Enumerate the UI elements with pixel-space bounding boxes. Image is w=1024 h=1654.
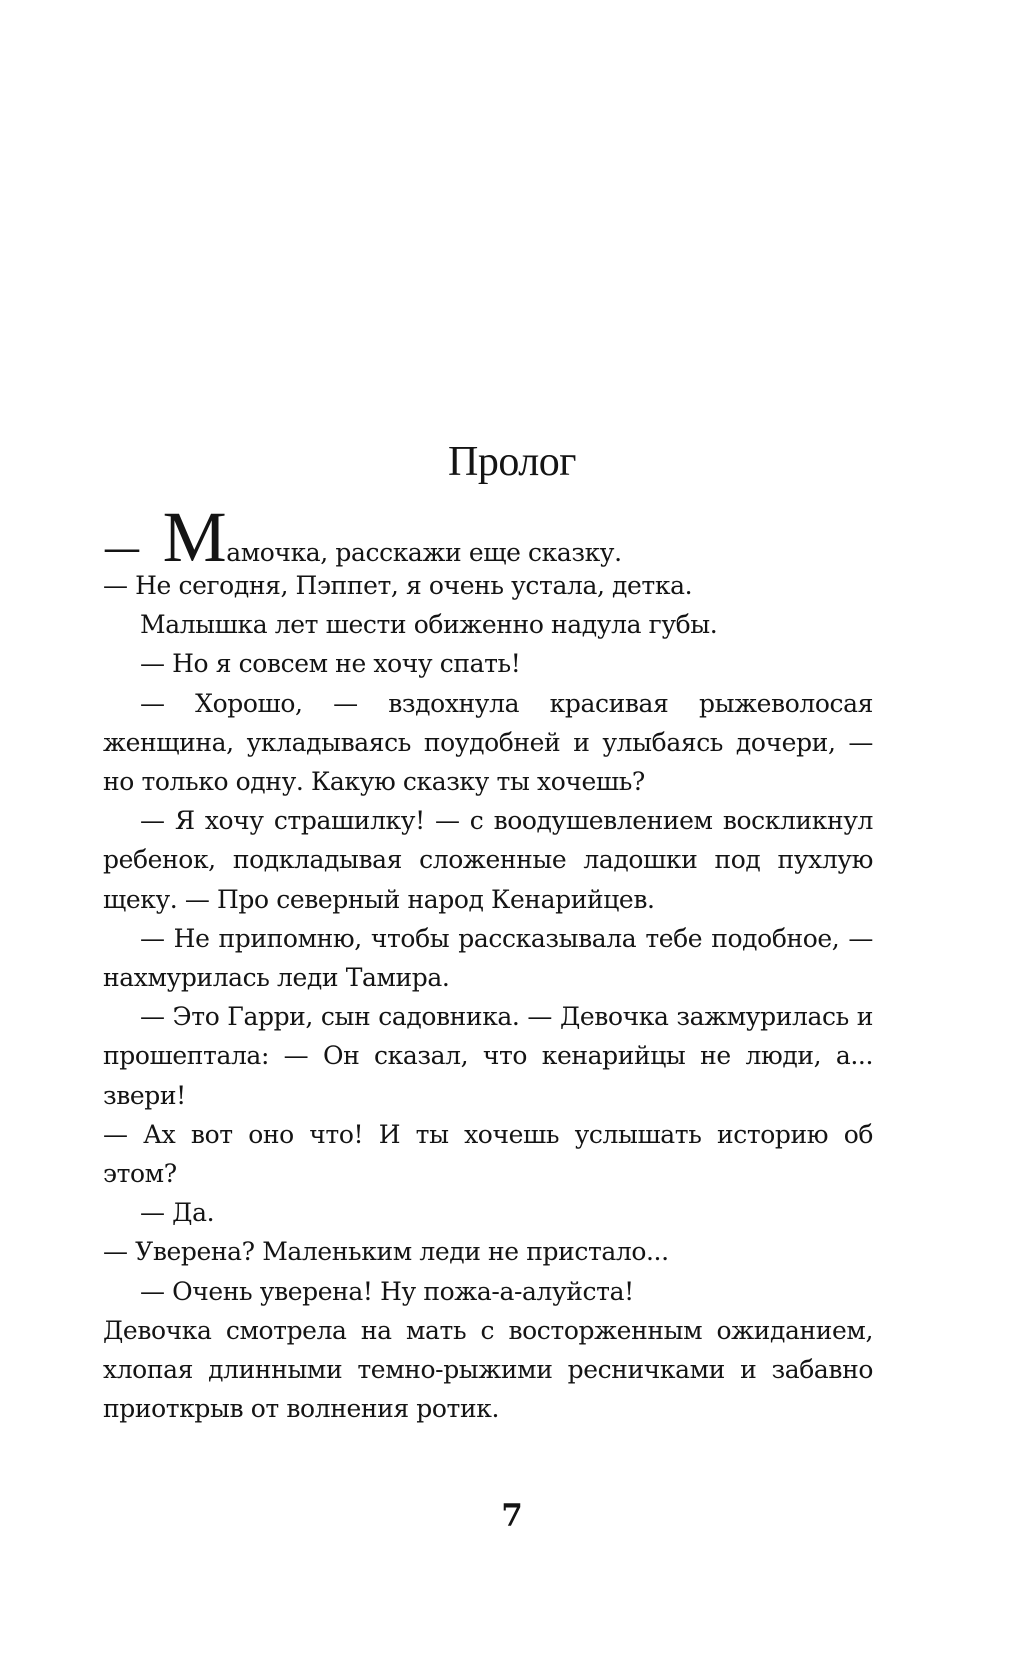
- opening-text: амочка, расскажи еще сказку.: [226, 538, 622, 567]
- paragraph: — Не сегодня, Пэппет, я очень устала, детка.: [103, 571, 693, 600]
- paragraph: — Не припомню, чтобы рассказывала тебе подобное, — нахмурилась леди Тамира.: [103, 923, 873, 993]
- paragraph: — Но я совсем не хочу спать!: [140, 649, 521, 679]
- paragraph: — Да.: [140, 1198, 215, 1228]
- drop-cap: М: [162, 497, 227, 577]
- paragraph: — Хорошо, — вздохнула красивая рыжеволосая женщина, укладываясь поудобней и улыбаясь дочери, — но только одну. Какую сказку ты хочешь?: [103, 688, 873, 797]
- chapter-text: [103, 497, 873, 1428]
- paragraph: — Это Гарри, сын садовника. — Девочка зажмурилась и прошептала: — Он сказал, что кенарийцы не люди, а... звери!: [103, 1002, 873, 1110]
- page-number: 7: [501, 1498, 523, 1534]
- paragraph: — Очень уверена! Ну пожа-а-алуйста!: [140, 1276, 634, 1306]
- paragraph: — Я хочу страшилку! — с воодушевлением воскликнул ребенок, подкладывая сложенные ладошки под пухлую щеку. — Про северный народ Кенарийцев.: [103, 806, 873, 914]
- paragraph: — Уверена? Маленьким леди не пристало...: [103, 1237, 669, 1267]
- paragraph: — Ах вот оно что! И ты хочешь услышать историю об этом?: [103, 1119, 873, 1189]
- opening-dash: —: [103, 526, 141, 570]
- chapter-title: Пролог: [448, 439, 576, 485]
- paragraph: Девочка смотрела на мать с восторженным ожиданием, хлопая длинными темно-рыжими ресничками и забавно приоткрыв от волнения ротик.: [103, 1315, 873, 1424]
- opening-line: [103, 497, 873, 577]
- paragraph: Малышка лет шести обиженно надула губы.: [140, 610, 718, 640]
